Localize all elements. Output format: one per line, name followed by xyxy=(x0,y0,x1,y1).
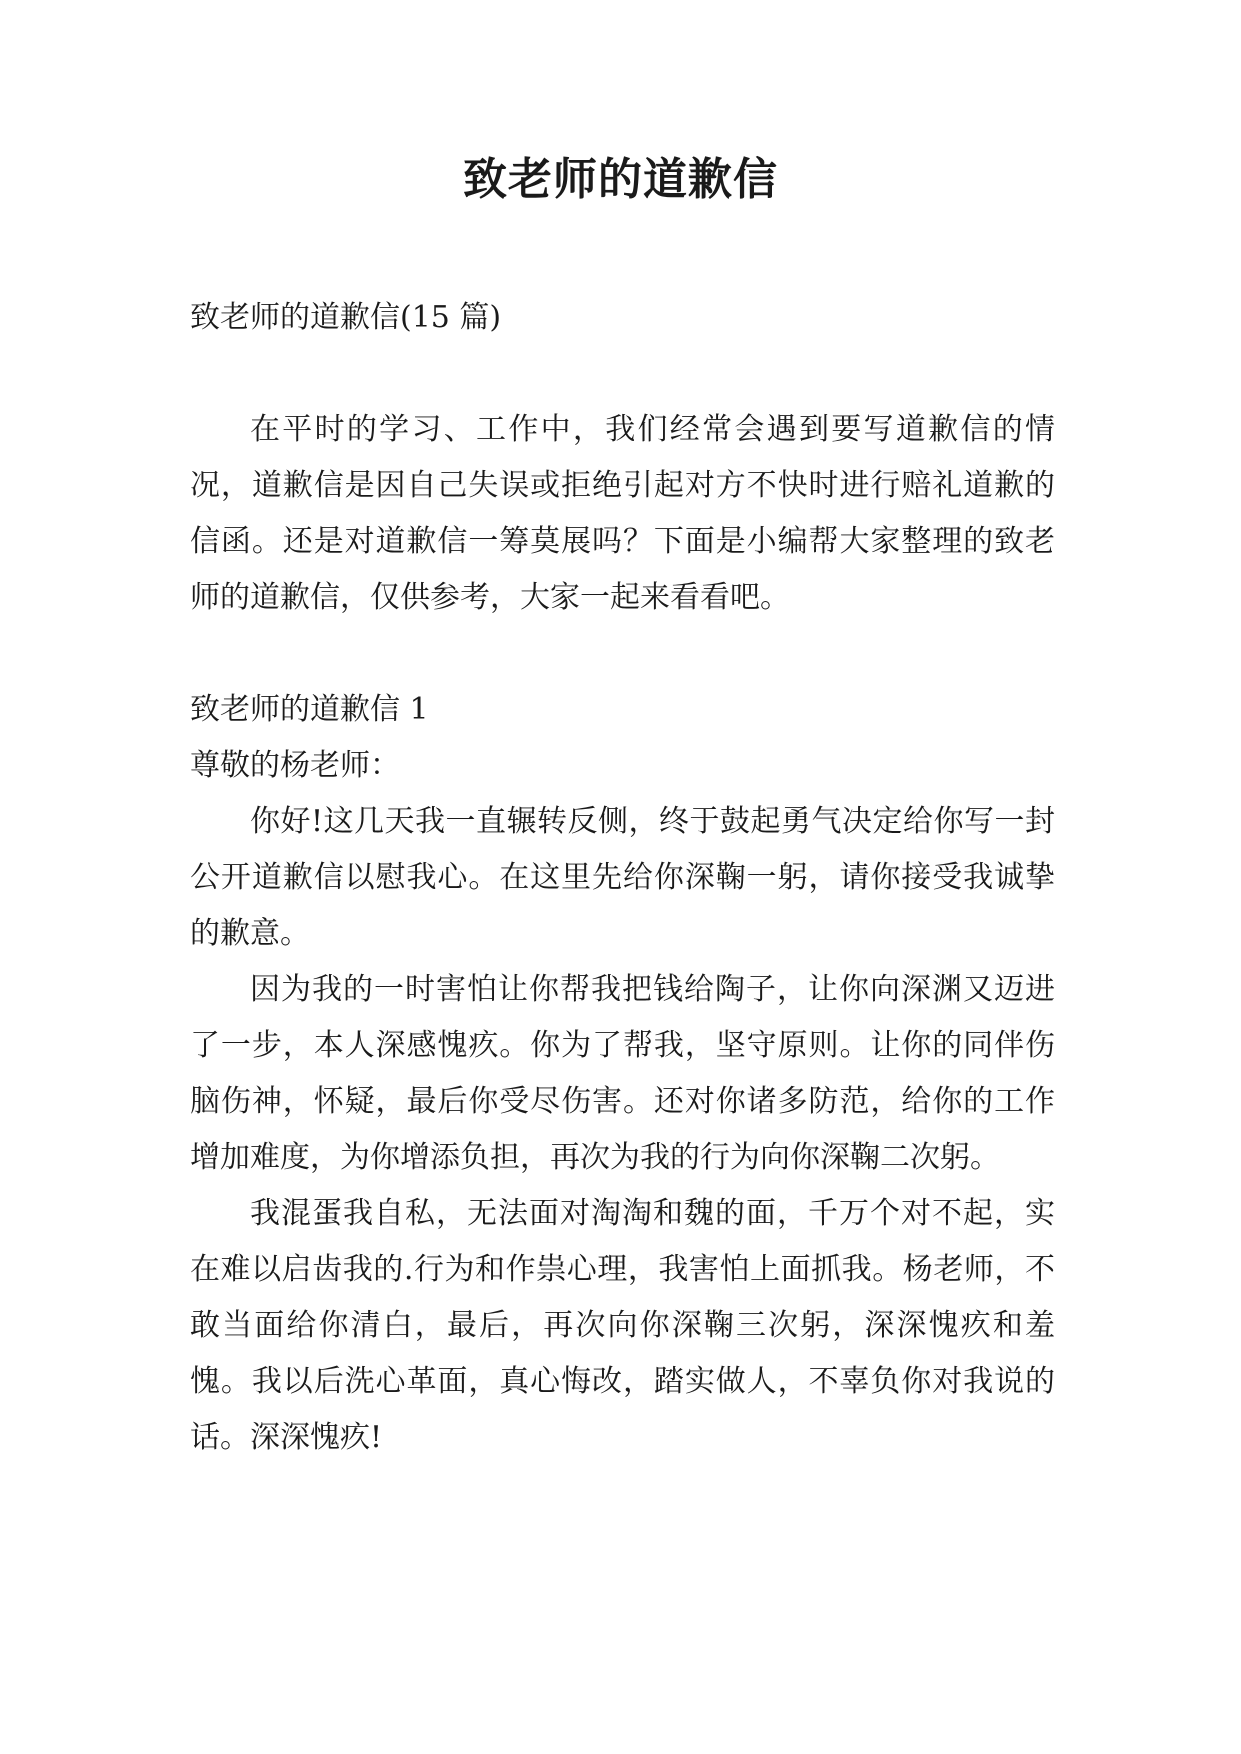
spacer xyxy=(190,626,1055,682)
letter-paragraph-2: 因为我的一时害怕让你帮我把钱给陶子，让你向深渊又迈进了一步，本人深感愧疚。你为了帮我，坚守原则。让你的同伴伤脑伤神，怀疑，最后你受尽伤害。还对你诸多防范，给你的工作增加难度，为你增添负担，再次为我的行为向你深鞠二次躬。 xyxy=(190,972,1055,1175)
intro-paragraph: 在平时的学习、工作中，我们经常会遇到要写道歉信的情况，道歉信是因自己失误或拒绝引起对方不快时进行赔礼道歉的信函。还是对道歉信一筹莫展吗？下面是小编帮大家整理的致老师的道歉信，仅供参考，大家一起来看看吧。 xyxy=(190,412,1055,615)
document-subtitle: 致老师的道歉信(15 篇) xyxy=(190,300,502,335)
letter-paragraph-3: 我混蛋我自私，无法面对淘淘和魏的面，千万个对不起，实在难以启齿我的.行为和作祟心理，我害怕上面抓我。杨老师，不敢当面给你清白，最后，再次向你深鞠三次躬，深深愧疚和羞愧。我以后洗心革面，真心悔改，踏实做人，不辜负你对我说的话。深深愧疚! xyxy=(190,1196,1055,1455)
salutation: 尊敬的杨老师： xyxy=(190,748,400,783)
spacer xyxy=(190,346,1055,402)
document-body xyxy=(190,290,1055,1466)
document-title: 致老师的道歉信 xyxy=(463,154,778,205)
letter-paragraph-1: 你好!这几天我一直辗转反侧，终于鼓起勇气决定给你写一封公开道歉信以慰我心。在这里先给你深鞠一躬，请你接受我诚挚的歉意。 xyxy=(190,804,1055,951)
section-heading: 致老师的道歉信 1 xyxy=(190,692,429,727)
